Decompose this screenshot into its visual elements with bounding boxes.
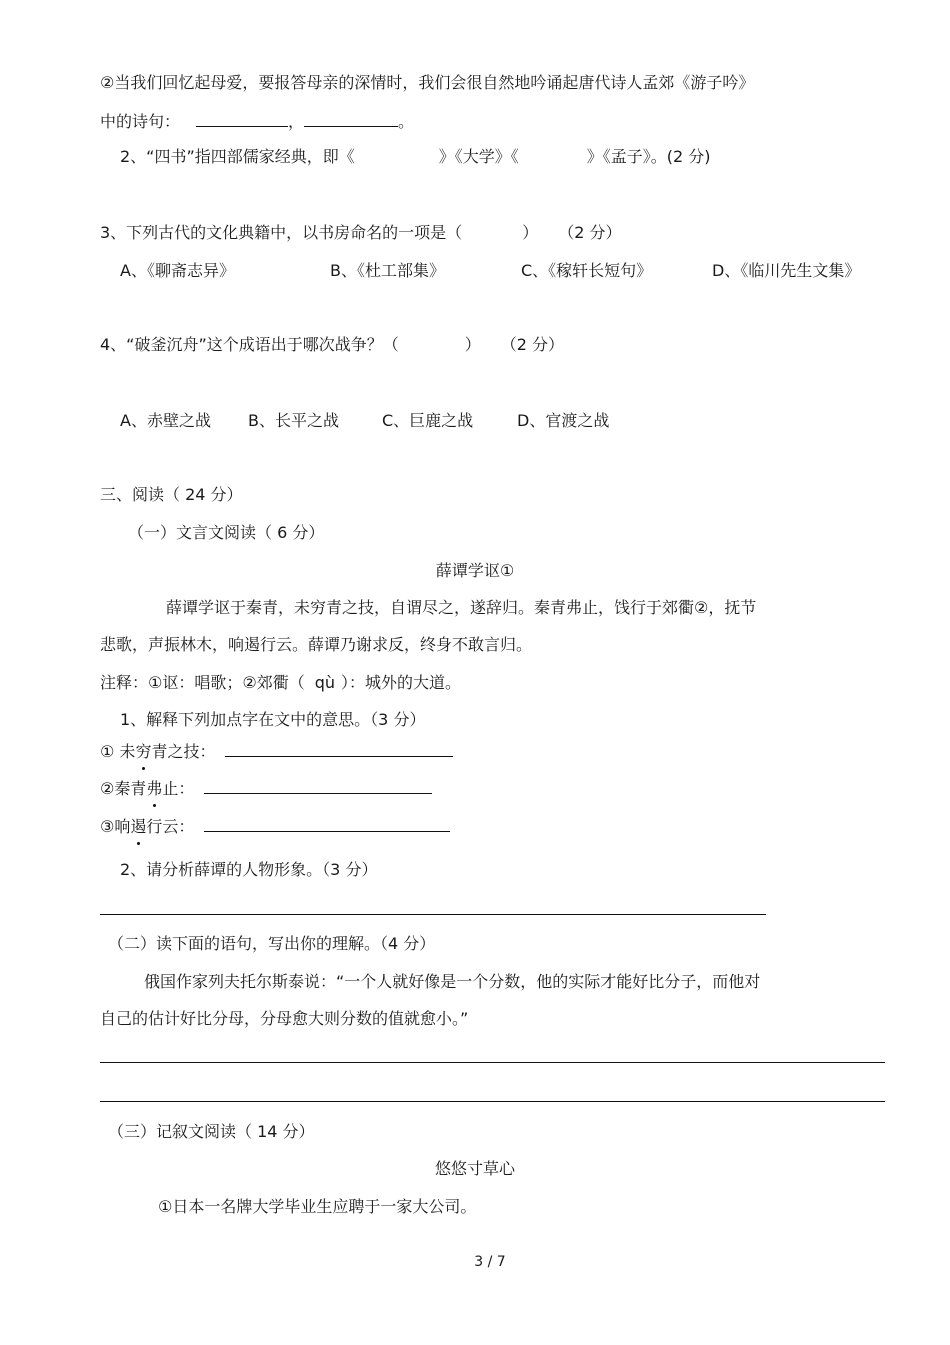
section-3-title: 三、阅读（ 24 分） [100, 485, 243, 504]
answer-blank[interactable] [196, 112, 288, 127]
passage-note: 注释：①讴：唱歌；②郊衢（ qù ）：城外的大道。 [100, 673, 462, 692]
narrative-paragraph-1: ①日本一名牌大学毕业生应聘于一家大公司。 [158, 1197, 477, 1216]
vocab-item-3: ③响遏行云： [100, 816, 450, 838]
question-2: 2、“四书”指四部儒家经典，即《 》《大学》《 》《孟子》。(2 分) [120, 147, 711, 166]
q4-option-b[interactable]: B、长平之战 [248, 411, 339, 430]
q4-option-a[interactable]: A、赤壁之战 [120, 411, 211, 430]
answer-line[interactable] [100, 1101, 885, 1102]
answer-line[interactable] [100, 914, 766, 915]
sub3-title: （三）记叙文阅读（ 14 分） [108, 1122, 315, 1141]
passage-line-1: 薛谭学讴于秦青，未穷青之技，自谓尽之，遂辞归。秦青弗止，饯行于郊衢②，抚节 [166, 598, 757, 617]
sub2-title: （二）读下面的语句，写出你的理解。（4 分） [108, 934, 436, 953]
vocab-item-1: ① 未穷青之技： [100, 741, 453, 763]
answer-line[interactable] [100, 1062, 885, 1063]
page-number: 3 / 7 [474, 1254, 506, 1270]
quote-line-2: 自己的估计好比分母，分母愈大则分数的值就愈小。” [100, 1009, 469, 1028]
poem-question-line1: ②当我们回忆起母爱，要报答母亲的深情时，我们会很自然地吟诵起唐代诗人孟郊《游子吟》 [100, 73, 755, 92]
sub1-question-1: 1、解释下列加点字在文中的意思。（3 分） [120, 710, 426, 729]
answer-blank[interactable] [204, 779, 432, 794]
q4-option-d[interactable]: D、官渡之战 [517, 411, 610, 430]
passage-line-2: 悲歌，声振林木，响遏行云。薛谭乃谢求反，终身不敢言归。 [100, 635, 533, 654]
answer-blank[interactable] [204, 817, 450, 832]
narrative-title: 悠悠寸草心 [434, 1159, 515, 1178]
vocab-item-2: ②秦青弗止： [100, 778, 432, 800]
q3-option-d[interactable]: D、《临川先生文集》 [712, 261, 861, 280]
poem-question-line2: 中的诗句： ， 。 [100, 112, 415, 131]
q3-option-a[interactable]: A、《聊斋志异》 [120, 261, 235, 280]
passage-title: 薛谭学讴① [435, 561, 515, 580]
answer-blank[interactable] [304, 112, 398, 127]
quote-line-1: 俄国作家列夫托尔斯泰说：“一个人就好像是一个分数，他的实际才能好比分子，而他对 [144, 972, 761, 991]
answer-blank[interactable] [225, 742, 453, 757]
question-3: 3、下列古代的文化典籍中，以书房命名的一项是（ ） （2 分） [100, 223, 622, 242]
sub1-question-2: 2、请分析薛谭的人物形象。（3 分） [120, 860, 378, 879]
q3-option-c[interactable]: C、《稼轩长短句》 [521, 261, 653, 280]
q3-option-b[interactable]: B、《杜工部集》 [330, 261, 445, 280]
q4-option-c[interactable]: C、巨鹿之战 [382, 411, 474, 430]
sub1-title: （一）文言文阅读（ 6 分） [128, 523, 325, 542]
question-4: 4、“破釜沉舟”这个成语出于哪次战争？（ ） （2 分） [100, 335, 565, 354]
